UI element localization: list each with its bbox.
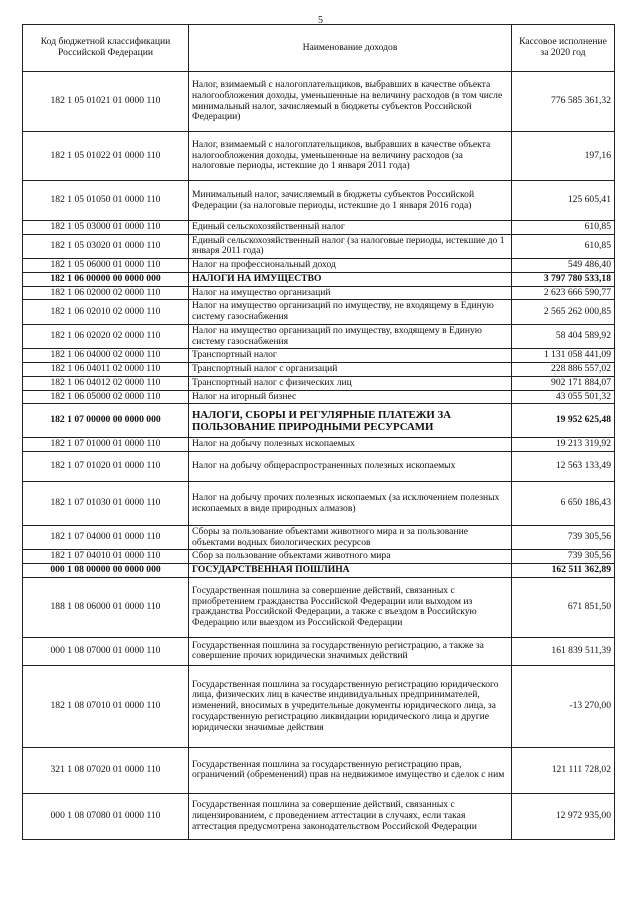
row-amount: 610,85 bbox=[512, 221, 615, 235]
row-code: 000 1 08 00000 00 0000 000 bbox=[23, 564, 189, 578]
table-row bbox=[23, 300, 615, 324]
row-amount: 19 213 319,92 bbox=[512, 438, 615, 452]
row-code: 182 1 06 04011 02 0000 110 bbox=[23, 363, 189, 377]
table-row bbox=[23, 286, 615, 300]
section-row bbox=[23, 272, 615, 286]
row-amount: 121 111 728,02 bbox=[512, 747, 615, 793]
revenue-table bbox=[22, 24, 615, 840]
table-row bbox=[23, 482, 615, 526]
row-amount: 3 797 780 533,18 bbox=[512, 272, 615, 286]
row-name: НАЛОГИ НА ИМУЩЕСТВО bbox=[189, 272, 512, 286]
row-code: 321 1 08 07020 01 0000 110 bbox=[23, 747, 189, 793]
row-name: Государственная пошлина за совершение действий, связанных с лицензированием, с проведением аттестации в случаях, если такая аттестация предусмотрена законодательством Российской Федерации bbox=[189, 793, 512, 839]
table-row bbox=[23, 181, 615, 221]
table-row bbox=[23, 390, 615, 404]
row-name: Единый сельскохозяйственный налог (за налоговые периоды, истекшие до 1 января 2011 года) bbox=[189, 234, 512, 258]
row-amount: 902 171 884,07 bbox=[512, 376, 615, 390]
row-name: Налог на профессиональный доход bbox=[189, 259, 512, 273]
row-amount: 2 623 666 590,77 bbox=[512, 286, 615, 300]
row-amount: 776 585 361,32 bbox=[512, 72, 615, 132]
row-amount: 6 650 186,43 bbox=[512, 482, 615, 526]
row-code: 182 1 06 02000 02 0000 110 bbox=[23, 286, 189, 300]
row-amount: 1 131 058 441,09 bbox=[512, 349, 615, 363]
row-amount: 19 952 625,48 bbox=[512, 404, 615, 438]
table-row bbox=[23, 637, 615, 665]
row-name: Единый сельскохозяйственный налог bbox=[189, 221, 512, 235]
row-name: НАЛОГИ, СБОРЫ И РЕГУЛЯРНЫЕ ПЛАТЕЖИ ЗА ПОЛЬЗОВАНИЕ ПРИРОДНЫМИ РЕСУРСАМИ bbox=[189, 404, 512, 438]
row-code: 182 1 05 01022 01 0000 110 bbox=[23, 132, 189, 181]
row-name: Государственная пошлина за государственную регистрацию, а также за совершение прочих юридически значимых действий bbox=[189, 637, 512, 665]
row-amount: 43 055 501,32 bbox=[512, 390, 615, 404]
table-row bbox=[23, 665, 615, 747]
row-name: Минимальный налог, зачисляемый в бюджеты субъектов Российской Федерации (за налоговые периоды, истекшие до 1 января 2016 года) bbox=[189, 181, 512, 221]
row-amount: -13 270,00 bbox=[512, 665, 615, 747]
row-amount: 610,85 bbox=[512, 234, 615, 258]
row-name: Налог, взимаемый с налогоплательщиков, выбравших в качестве объекта налогообложения доходы, уменьшенные на величину расходов (за налоговые периоды, истекшие до 1 января 2011 года) bbox=[189, 132, 512, 181]
row-code: 182 1 08 07010 01 0000 110 bbox=[23, 665, 189, 747]
table-row bbox=[23, 577, 615, 637]
header-code: Код бюджетной классификации Российской Федерации bbox=[23, 25, 189, 72]
row-name: Налог на добычу общераспространенных полезных ископаемых bbox=[189, 452, 512, 482]
row-code: 182 1 07 04010 01 0000 110 bbox=[23, 550, 189, 564]
table-header-row bbox=[23, 25, 615, 72]
row-code: 182 1 06 04000 02 0000 110 bbox=[23, 349, 189, 363]
row-name: Государственная пошлина за государственную регистрацию юридического лица, физических лиц в качестве индивидуальных предпринимателей, изменений, вносимых в учредительные документы юридического лица, за государственную регистрацию ликвидации юридического лица и другие юридически значимые действия bbox=[189, 665, 512, 747]
row-code: 182 1 07 01000 01 0000 110 bbox=[23, 438, 189, 452]
row-code: 182 1 06 04012 02 0000 110 bbox=[23, 376, 189, 390]
row-code: 182 1 07 01020 01 0000 110 bbox=[23, 452, 189, 482]
section-row bbox=[23, 404, 615, 438]
row-amount: 12 972 935,00 bbox=[512, 793, 615, 839]
row-code: 182 1 05 01050 01 0000 110 bbox=[23, 181, 189, 221]
table-row bbox=[23, 234, 615, 258]
table-row bbox=[23, 376, 615, 390]
row-code: 182 1 05 01021 01 0000 110 bbox=[23, 72, 189, 132]
table-row bbox=[23, 793, 615, 839]
row-code: 000 1 08 07080 01 0000 110 bbox=[23, 793, 189, 839]
table-row bbox=[23, 452, 615, 482]
row-code: 182 1 06 00000 00 0000 000 bbox=[23, 272, 189, 286]
row-name: Транспортный налог bbox=[189, 349, 512, 363]
page-number: 5 bbox=[318, 15, 323, 26]
row-amount: 58 404 589,92 bbox=[512, 324, 615, 348]
table-row bbox=[23, 550, 615, 564]
row-name: Государственная пошлина за государственную регистрацию прав, ограничений (обременений) прав на недвижимое имущество и сделок с ним bbox=[189, 747, 512, 793]
row-amount: 671 851,50 bbox=[512, 577, 615, 637]
row-name: ГОСУДАРСТВЕННАЯ ПОШЛИНА bbox=[189, 564, 512, 578]
row-code: 182 1 06 05000 02 0000 110 bbox=[23, 390, 189, 404]
table-row bbox=[23, 363, 615, 377]
table-row bbox=[23, 132, 615, 181]
row-name: Сборы за пользование объектами животного мира и за пользование объектами водных биологических ресурсов bbox=[189, 526, 512, 550]
row-amount: 228 886 557,02 bbox=[512, 363, 615, 377]
row-amount: 161 839 511,39 bbox=[512, 637, 615, 665]
table-row bbox=[23, 324, 615, 348]
row-name: Налог на имущество организаций по имуществу, входящему в Единую систему газоснабжения bbox=[189, 324, 512, 348]
row-code: 182 1 05 06000 01 0000 110 bbox=[23, 259, 189, 273]
table-row bbox=[23, 526, 615, 550]
row-name: Налог, взимаемый с налогоплательщиков, выбравших в качестве объекта налогообложения доходы, уменьшенные на величину расходов (в том числе минимальный налог, зачисляемый в бюджеты субъектов Российской Федерации) bbox=[189, 72, 512, 132]
row-name: Сбор за пользование объектами животного мира bbox=[189, 550, 512, 564]
header-name: Наименование доходов bbox=[189, 25, 512, 72]
row-name: Налог на имущество организаций по имуществу, не входящему в Единую систему газоснабжения bbox=[189, 300, 512, 324]
row-code: 182 1 06 02020 02 0000 110 bbox=[23, 324, 189, 348]
row-amount: 549 486,40 bbox=[512, 259, 615, 273]
table-row bbox=[23, 72, 615, 132]
row-name: Транспортный налог с организаций bbox=[189, 363, 512, 377]
row-code: 182 1 05 03000 01 0000 110 bbox=[23, 221, 189, 235]
row-name: Государственная пошлина за совершение действий, связанных с приобретением гражданства Российской Федерации или выходом из гражданства Российской Федерации, а также с въездом в Российскую Федерацию или выездом из Российской Федерации bbox=[189, 577, 512, 637]
row-amount: 162 511 362,89 bbox=[512, 564, 615, 578]
row-code: 000 1 08 07000 01 0000 110 bbox=[23, 637, 189, 665]
row-amount: 125 605,41 bbox=[512, 181, 615, 221]
row-code: 182 1 07 00000 00 0000 000 bbox=[23, 404, 189, 438]
row-code: 182 1 07 01030 01 0000 110 bbox=[23, 482, 189, 526]
row-name: Транспортный налог с физических лиц bbox=[189, 376, 512, 390]
row-name: Налог на игорный бизнес bbox=[189, 390, 512, 404]
row-code: 182 1 07 04000 01 0000 110 bbox=[23, 526, 189, 550]
row-code: 188 1 08 06000 01 0000 110 bbox=[23, 577, 189, 637]
table-row bbox=[23, 438, 615, 452]
row-code: 182 1 05 03020 01 0000 110 bbox=[23, 234, 189, 258]
row-code: 182 1 06 02010 02 0000 110 bbox=[23, 300, 189, 324]
table-row bbox=[23, 349, 615, 363]
row-amount: 739 305,56 bbox=[512, 526, 615, 550]
row-amount: 739 305,56 bbox=[512, 550, 615, 564]
table-row bbox=[23, 747, 615, 793]
section-row bbox=[23, 564, 615, 578]
header-amount: Кассовое исполнение за 2020 год bbox=[512, 25, 615, 72]
row-name: Налог на добычу прочих полезных ископаемых (за исключением полезных ископаемых в виде природных алмазов) bbox=[189, 482, 512, 526]
table-row bbox=[23, 221, 615, 235]
table-row bbox=[23, 259, 615, 273]
row-name: Налог на добычу полезных ископаемых bbox=[189, 438, 512, 452]
row-name: Налог на имущество организаций bbox=[189, 286, 512, 300]
row-amount: 12 563 133,49 bbox=[512, 452, 615, 482]
row-amount: 197,16 bbox=[512, 132, 615, 181]
row-amount: 2 565 262 000,85 bbox=[512, 300, 615, 324]
